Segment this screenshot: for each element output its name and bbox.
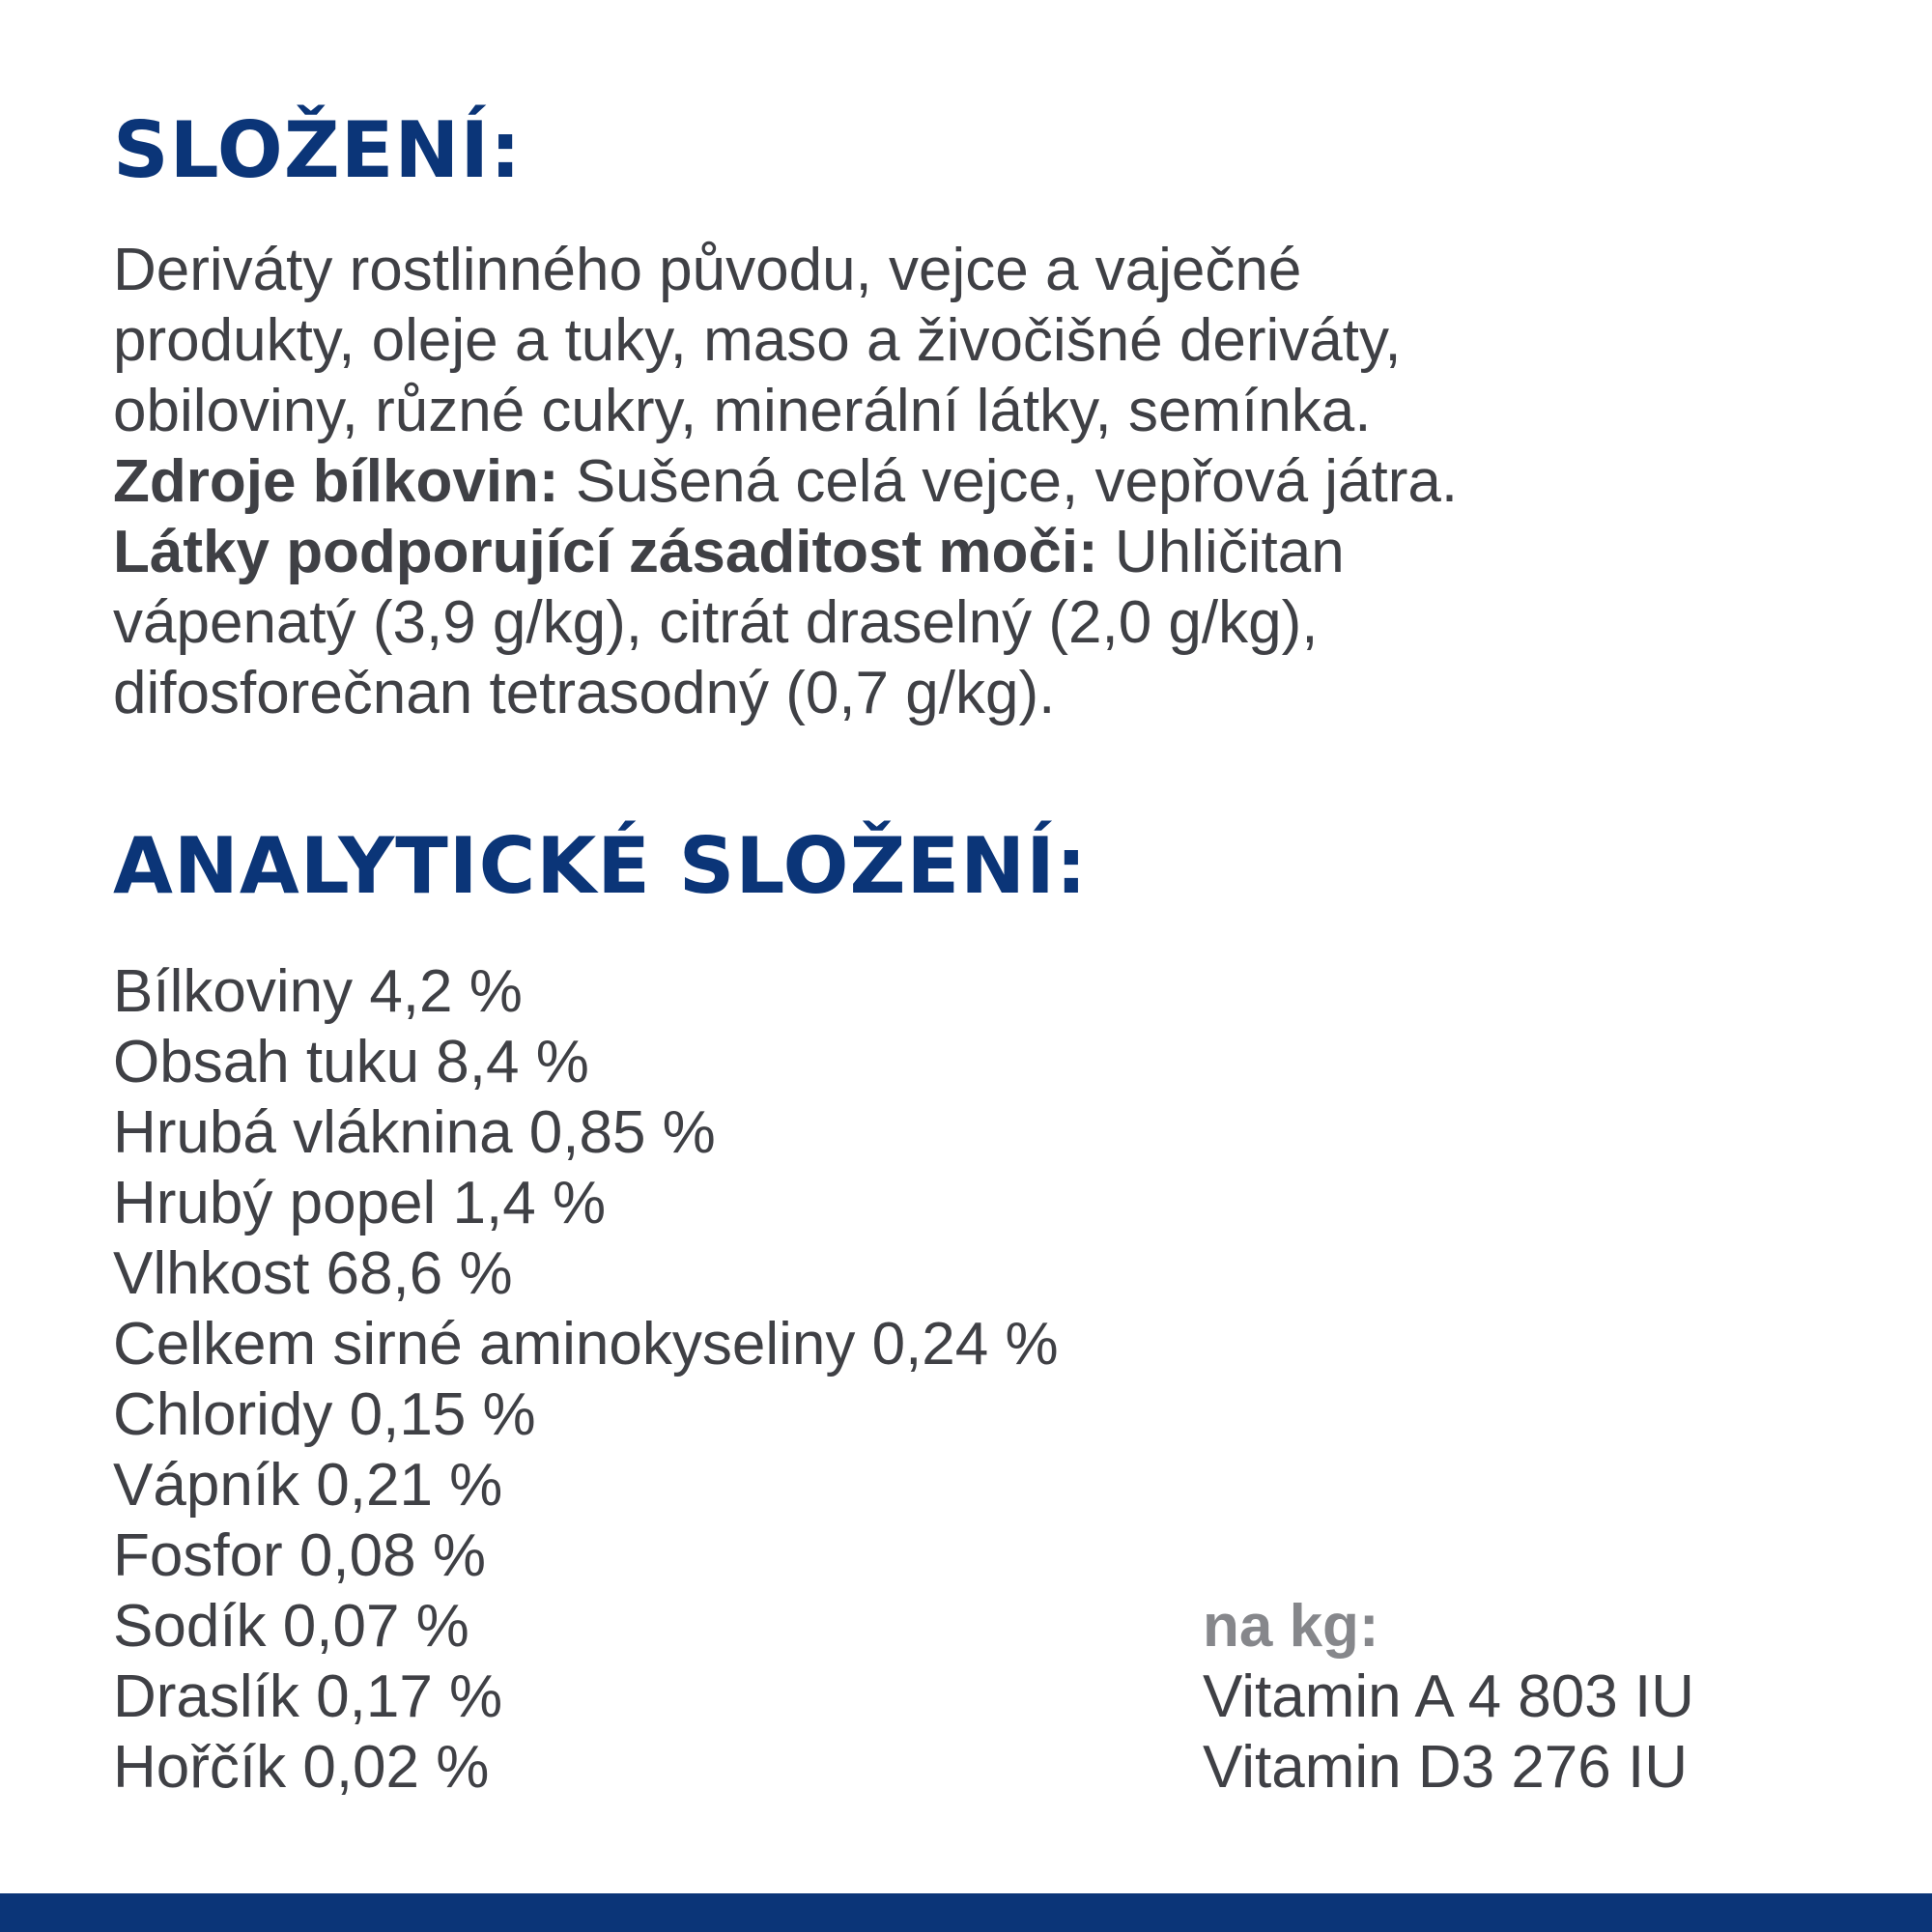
composition-text [113,235,1852,728]
vitamins-block [1203,1591,1694,1803]
analytical-composition-heading: ANALYTICKÉ SLOŽENÍ: [113,821,1088,911]
urine-alkalizers-text: Uhličitan [1097,519,1345,585]
urine-alkalizers-line: difosforečnan tetrasodný (0,7 g/kg). [113,660,1056,726]
analytical-value: Hrubý popel 1,4 % [113,1170,607,1236]
analytical-values-list [113,956,1059,1803]
protein-sources-line [113,446,1852,517]
vitamin-value: Vitamin A 4 803 IU [1203,1663,1694,1730]
analytical-value: Celkem sirné aminokyseliny 0,24 % [113,1311,1059,1378]
composition-line: produkty, oleje a tuky, maso a živočišné deriváty, [113,307,1402,374]
per-kg-label: na kg: [1203,1593,1379,1660]
footer-bar [0,1893,1932,1932]
analytical-value: Hrubá vláknina 0,85 % [113,1099,716,1166]
analytical-value: Obsah tuku 8,4 % [113,1029,589,1095]
analytical-value: Fosfor 0,08 % [113,1522,486,1589]
composition-heading: SLOŽENÍ: [113,105,523,195]
analytical-value: Vápník 0,21 % [113,1452,503,1519]
urine-alkalizers-label: Látky podporující zásaditost moči: [113,519,1098,585]
composition-line: obiloviny, různé cukry, minerální látky, semínka. [113,378,1372,444]
analytical-value: Chloridy 0,15 % [113,1381,536,1448]
analytical-value: Bílkoviny 4,2 % [113,958,523,1025]
composition-line: Deriváty rostlinného původu, vejce a vaječné [113,237,1302,303]
protein-sources-text: Sušená celá vejce, vepřová játra. [558,448,1459,515]
analytical-value: Vlhkost 68,6 % [113,1240,513,1307]
analytical-value: Draslík 0,17 % [113,1663,503,1730]
analytical-value: Hořčík 0,02 % [113,1734,490,1801]
analytical-value: Sodík 0,07 % [113,1593,469,1660]
protein-sources-label: Zdroje bílkovin: [113,448,559,515]
urine-alkalizers-line [113,517,1852,587]
vitamin-value: Vitamin D3 276 IU [1203,1734,1688,1801]
urine-alkalizers-line: vápenatý (3,9 g/kg), citrát draselný (2,0 g/kg), [113,589,1319,656]
